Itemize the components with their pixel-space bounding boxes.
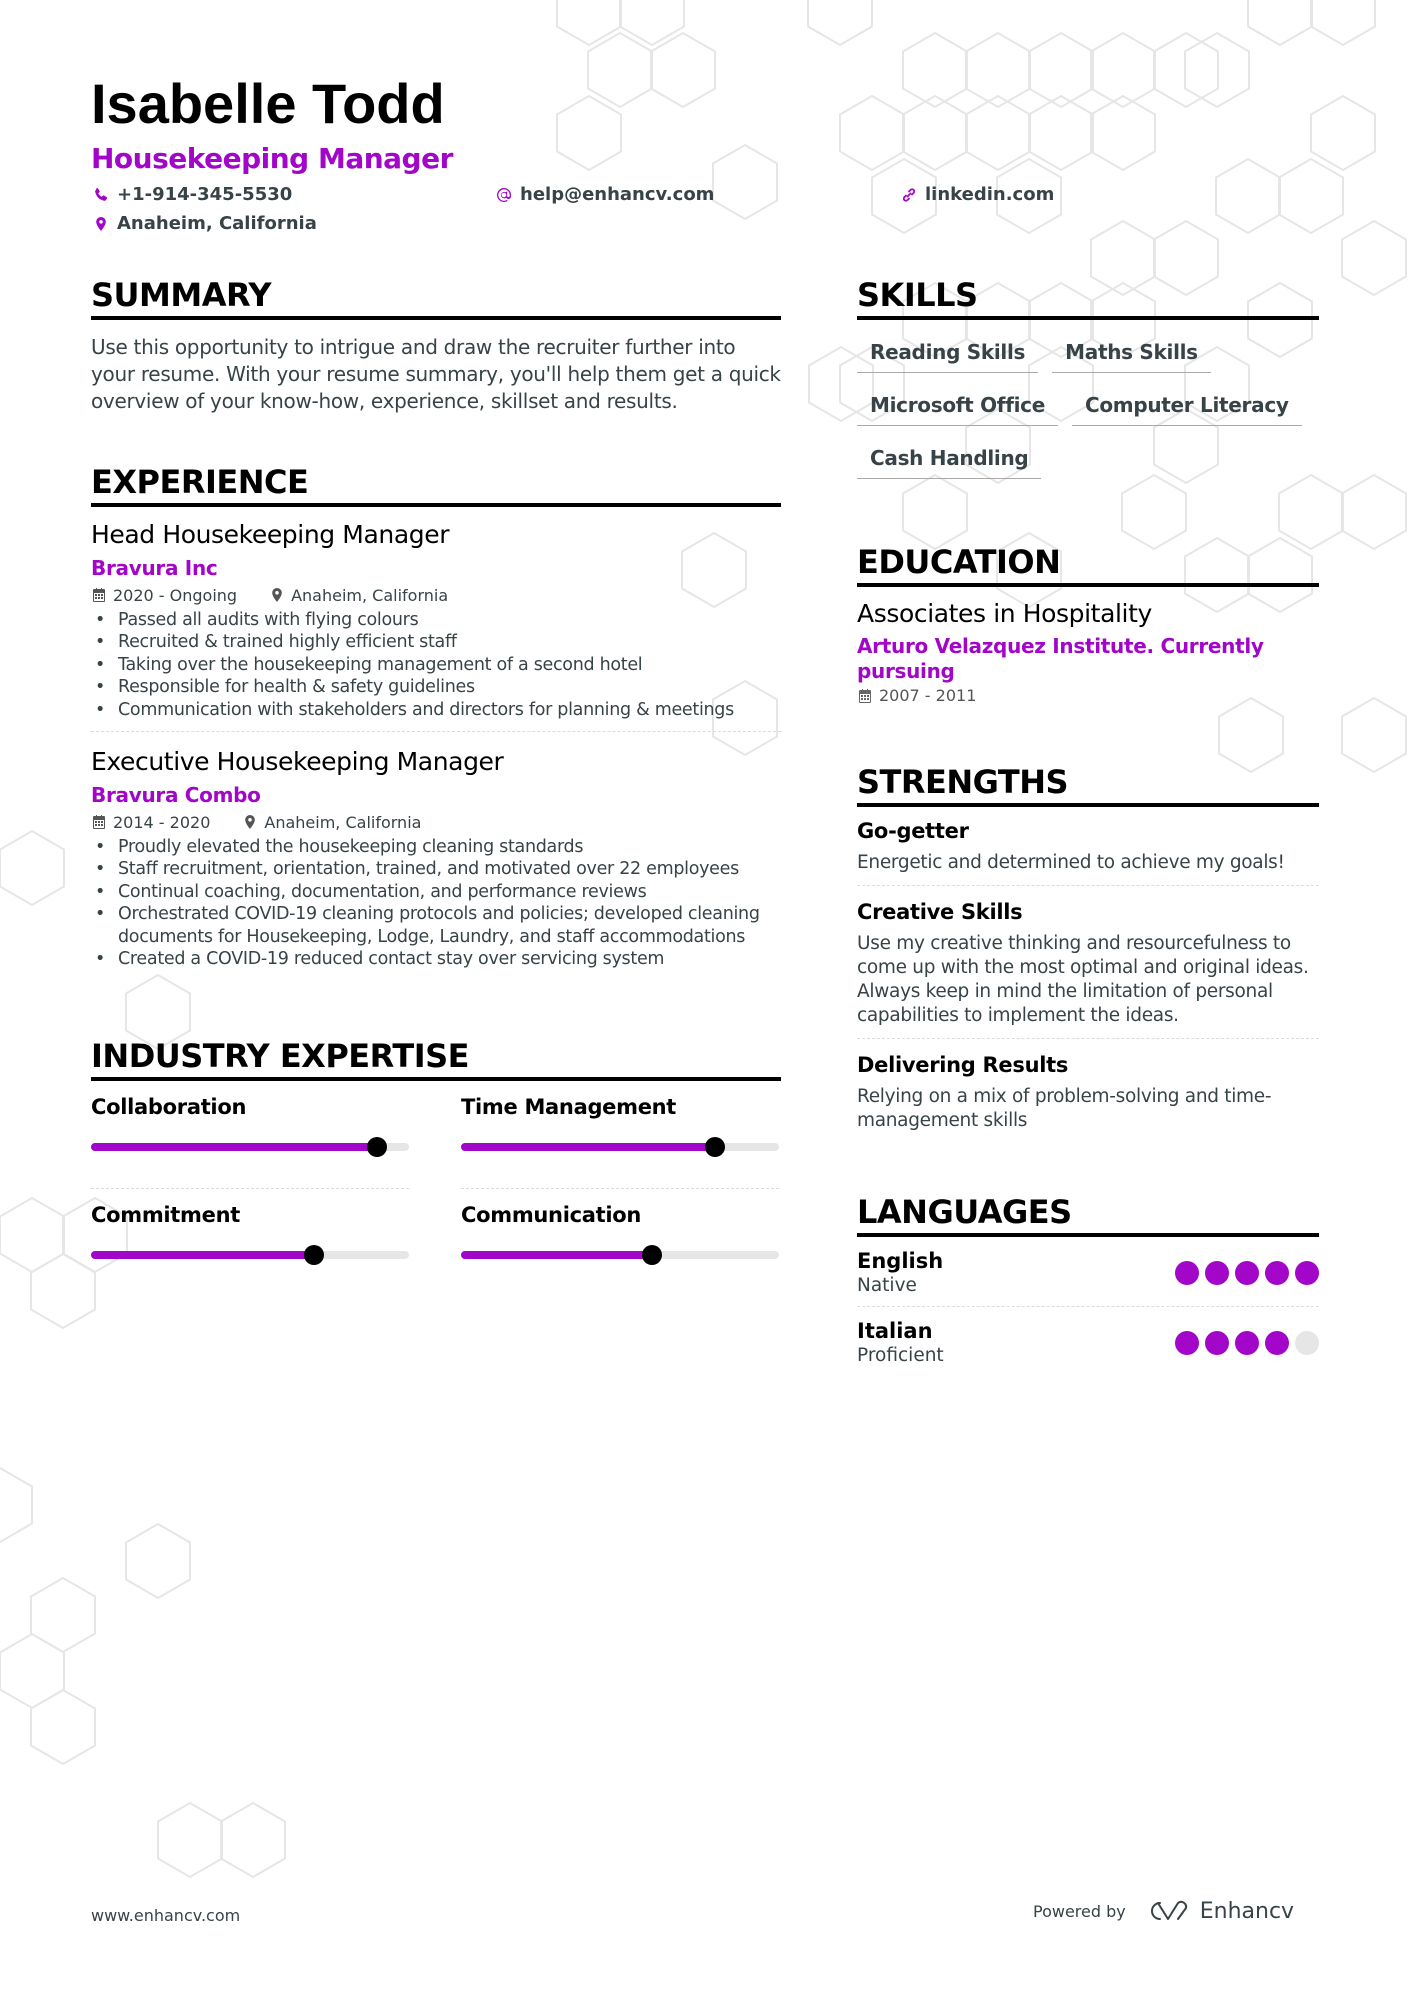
- summary-heading: SUMMARY: [91, 276, 781, 320]
- expertise-level-bar: [461, 1251, 779, 1259]
- proficiency-dot-filled: [1295, 1261, 1319, 1285]
- phone-text: +1-914-345-5530: [117, 184, 293, 205]
- powered-by-label: Powered by: [1033, 1901, 1126, 1921]
- strength-title: Go-getter: [857, 819, 969, 844]
- location-text: Anaheim, California: [117, 213, 317, 234]
- language-proficiency-dots: [1175, 1261, 1319, 1285]
- contact-phone[interactable]: [93, 184, 292, 205]
- skill-tag: Maths Skills: [1052, 334, 1211, 373]
- language-level: Native: [857, 1275, 917, 1297]
- proficiency-dot-empty: [1295, 1331, 1319, 1355]
- experience-item: [91, 507, 781, 732]
- proficiency-dot-filled: [1175, 1331, 1199, 1355]
- proficiency-dot-filled: [1265, 1331, 1289, 1355]
- expertise-level-bar: [91, 1251, 409, 1259]
- job-bullets: [91, 836, 781, 971]
- job-bullets: [91, 609, 781, 722]
- enhancv-logo[interactable]: [1144, 1898, 1294, 1924]
- experience-section: [91, 463, 781, 971]
- job-dates: 2014 - 2020: [113, 812, 211, 832]
- industry-expertise-heading: INDUSTRY EXPERTISE: [91, 1037, 781, 1081]
- map-pin-icon: [269, 587, 285, 603]
- linkedin-text: linkedin.com: [925, 184, 1055, 205]
- language-item: [857, 1307, 1319, 1376]
- email-text: help@enhancv.com: [520, 184, 715, 205]
- language-proficiency-dots: [1175, 1331, 1319, 1355]
- language-item: [857, 1237, 1319, 1307]
- bullet: • Taking over the housekeeping management of a second hotel: [91, 654, 781, 677]
- expertise-label: Commitment: [91, 1203, 240, 1228]
- level-knob: [367, 1137, 387, 1157]
- expertise-item: [91, 1095, 409, 1189]
- language-name: Italian: [857, 1319, 933, 1344]
- phone-icon: [93, 187, 109, 203]
- map-pin-icon: [93, 216, 109, 232]
- bullet: • Proudly elevated the housekeeping cleaning standards: [91, 836, 781, 859]
- skills-list: [857, 334, 1319, 479]
- languages-section: [857, 1193, 1319, 1376]
- strength-desc: Relying on a mix of problem-solving and time-management skills: [857, 1086, 1272, 1132]
- strength-desc: Energetic and determined to achieve my goals!: [857, 852, 1285, 874]
- candidate-title: Housekeeping Manager: [91, 142, 453, 175]
- skill-tag: Cash Handling: [857, 440, 1041, 479]
- bullet: • Communication with stakeholders and directors for planning & meetings: [91, 699, 781, 722]
- education-dates-row: [857, 686, 1319, 705]
- strength-title: Delivering Results: [857, 1053, 1069, 1078]
- skill-tag: Reading Skills: [857, 334, 1038, 373]
- candidate-name: Isabelle Todd: [91, 72, 445, 135]
- strength-title: Creative Skills: [857, 900, 1023, 925]
- industry-expertise-section: [91, 1037, 781, 1283]
- contact-email[interactable]: [496, 184, 714, 205]
- degree: Associates in Hospitality: [857, 599, 1152, 629]
- contact-location: [93, 213, 317, 234]
- calendar-icon: [91, 587, 107, 603]
- expertise-item: [461, 1095, 779, 1189]
- strengths-section: [857, 763, 1319, 1143]
- bullet: • Orchestrated COVID-19 cleaning protocols and policies; developed cleaning documents for Housekeeping, Lodge, Laundry, and staff accommodations: [91, 903, 781, 948]
- level-knob: [705, 1137, 725, 1157]
- language-level: Proficient: [857, 1345, 944, 1367]
- expertise-label: Time Management: [461, 1095, 677, 1120]
- bullet: • Responsible for health & safety guidelines: [91, 676, 781, 699]
- expertise-label: Collaboration: [91, 1095, 247, 1120]
- job-meta: [91, 586, 781, 605]
- languages-heading: LANGUAGES: [857, 1193, 1319, 1237]
- calendar-icon: [857, 688, 873, 704]
- job-location: Anaheim, California: [264, 812, 422, 832]
- proficiency-dot-filled: [1235, 1331, 1259, 1355]
- strength-item: [857, 1039, 1319, 1143]
- education-dates: 2007 - 2011: [879, 686, 977, 706]
- expertise-level-bar: [461, 1143, 779, 1151]
- map-pin-icon: [242, 814, 258, 830]
- expertise-grid: [91, 1095, 781, 1283]
- footer-website-link[interactable]: www.enhancv.com: [91, 1906, 241, 1925]
- expertise-level-bar: [91, 1143, 409, 1151]
- expertise-item: [91, 1189, 409, 1283]
- experience-heading: EXPERIENCE: [91, 463, 781, 507]
- bullet: • Passed all audits with flying colours: [91, 609, 781, 632]
- strength-item: [857, 886, 1319, 1039]
- school-name: Arturo Velazquez Institute. Currently pursuing: [857, 634, 1264, 684]
- bullet: • Created a COVID-19 reduced contact stay over servicing system: [91, 948, 781, 971]
- strengths-heading: STRENGTHS: [857, 763, 1319, 807]
- level-knob: [642, 1245, 662, 1265]
- skills-section: [857, 276, 1319, 479]
- strength-desc: Use my creative thinking and resourcefulness to come up with the most optimal and original ideas. Always keep in mind the limitation of personal capabilities to implement the ideas.: [857, 933, 1309, 1027]
- contact-linkedin[interactable]: [901, 184, 1054, 205]
- at-icon: [496, 187, 512, 203]
- expertise-label: Communication: [461, 1203, 642, 1228]
- job-meta: [91, 813, 781, 832]
- bullet: • Recruited & trained highly efficient staff: [91, 631, 781, 654]
- bullet: • Continual coaching, documentation, and performance reviews: [91, 881, 781, 904]
- job-role: Executive Housekeeping Manager: [91, 747, 504, 777]
- proficiency-dot-filled: [1265, 1261, 1289, 1285]
- bullet: • Staff recruitment, orientation, trained, and motivated over 22 employees: [91, 858, 781, 881]
- skill-tag: Microsoft Office: [857, 387, 1058, 426]
- footer-powered-by: [1033, 1898, 1294, 1924]
- proficiency-dot-filled: [1235, 1261, 1259, 1285]
- skill-tag: Computer Literacy: [1072, 387, 1302, 426]
- language-name: English: [857, 1249, 944, 1274]
- skills-heading: SKILLS: [857, 276, 1319, 320]
- job-role: Head Housekeeping Manager: [91, 520, 450, 550]
- summary-section: [91, 276, 781, 415]
- calendar-icon: [91, 814, 107, 830]
- proficiency-dot-filled: [1175, 1261, 1199, 1285]
- proficiency-dot-filled: [1205, 1261, 1229, 1285]
- job-location: Anaheim, California: [291, 585, 449, 605]
- education-heading: EDUCATION: [857, 543, 1319, 587]
- enhancv-brand: Enhancv: [1199, 1898, 1295, 1924]
- experience-item: [91, 732, 781, 971]
- company-name: Bravura Inc: [91, 555, 218, 580]
- level-knob: [304, 1245, 324, 1265]
- proficiency-dot-filled: [1205, 1331, 1229, 1355]
- expertise-item: [461, 1189, 779, 1283]
- job-dates: 2020 - Ongoing: [113, 585, 238, 605]
- enhancv-logo-icon: [1144, 1898, 1192, 1924]
- company-name: Bravura Combo: [91, 782, 261, 807]
- education-section: [857, 543, 1319, 705]
- link-icon: [901, 187, 917, 203]
- summary-text: Use this opportunity to intrigue and draw the recruiter further into your resume. With your resume summary, you'll help them get a quick overview of your know-how, experience, skillset and results.: [91, 335, 781, 414]
- strength-item: [857, 807, 1319, 886]
